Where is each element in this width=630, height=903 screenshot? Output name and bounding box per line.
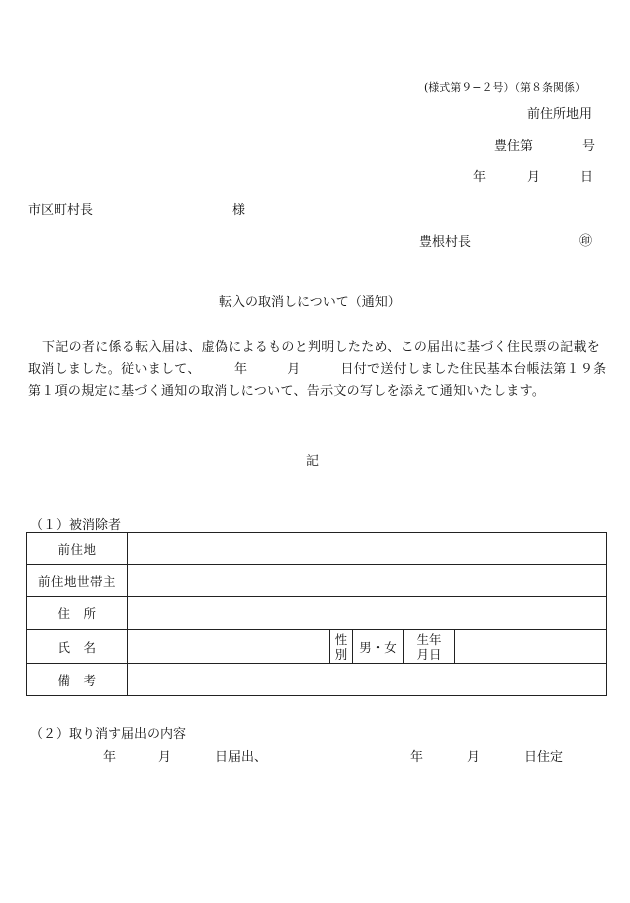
prev-address-value xyxy=(128,533,607,565)
filed-day: 日届出、 xyxy=(215,750,268,765)
dob-value xyxy=(455,630,607,664)
date-year: 年 xyxy=(473,170,487,185)
ki-marker: 記 xyxy=(306,454,320,469)
section1-heading: （１）被消除者 xyxy=(30,518,122,533)
settled-month: 月 xyxy=(467,750,481,765)
date-day: 日 xyxy=(580,170,594,185)
form-reference: (様式第９−２号）（第８条関係） xyxy=(423,81,586,94)
remarks-value xyxy=(128,664,607,696)
table-row xyxy=(27,597,607,630)
sex-label-2: 別 xyxy=(334,646,348,662)
addressee-honorific: 様 xyxy=(232,203,246,218)
doc-number-suffix: 号 xyxy=(582,139,596,154)
sex-label-cell xyxy=(330,630,353,664)
prev-householder-label: 前住地世帯主 xyxy=(27,565,128,597)
section2-heading: （２）取り消す届出の内容 xyxy=(30,727,187,742)
filed-year: 年 xyxy=(103,750,117,765)
table-row xyxy=(27,664,607,696)
address-value xyxy=(128,597,607,630)
prev-householder-value xyxy=(128,565,607,597)
sender-name: 豊根村長 xyxy=(419,235,472,250)
date-month: 月 xyxy=(527,170,541,185)
address-label: 住 所 xyxy=(27,597,128,630)
dob-label-cell xyxy=(404,630,455,664)
sex-value: 男・女 xyxy=(353,630,404,664)
dob-label-2: 月日 xyxy=(416,646,442,662)
filed-month: 月 xyxy=(158,750,172,765)
dob-label-1: 生年 xyxy=(416,631,442,647)
deletion-target-table xyxy=(26,532,607,696)
sex-label-1: 性 xyxy=(334,631,348,647)
prev-address-label: 前住地 xyxy=(27,533,128,565)
settled-year: 年 xyxy=(410,750,424,765)
body-paragraph: 下記の者に係る転入届は、虚偽によるものと判明したため、この届出に基づく住民票の記載を取消しました。従いまして、 年 月 日付で送付しました住民基本台帳法第１９条第１項の規定に基づく通知の取消しについて、告示文の写しを添えて通知いたします。 xyxy=(28,340,607,399)
usage-label: 前住所地用 xyxy=(526,107,592,122)
table-row xyxy=(27,533,607,565)
table-row xyxy=(27,630,607,664)
seal-mark: ㊞ xyxy=(579,234,593,249)
doc-number-prefix: 豊住第 xyxy=(494,139,534,154)
settled-day: 日住定 xyxy=(524,750,564,765)
remarks-label: 備 考 xyxy=(27,664,128,696)
addressee-name: 市区町村長 xyxy=(28,203,94,218)
document-title: 転入の取消しについて（通知） xyxy=(219,295,401,310)
name-value xyxy=(128,630,330,664)
name-label: 氏 名 xyxy=(27,630,128,664)
table-row xyxy=(27,565,607,597)
